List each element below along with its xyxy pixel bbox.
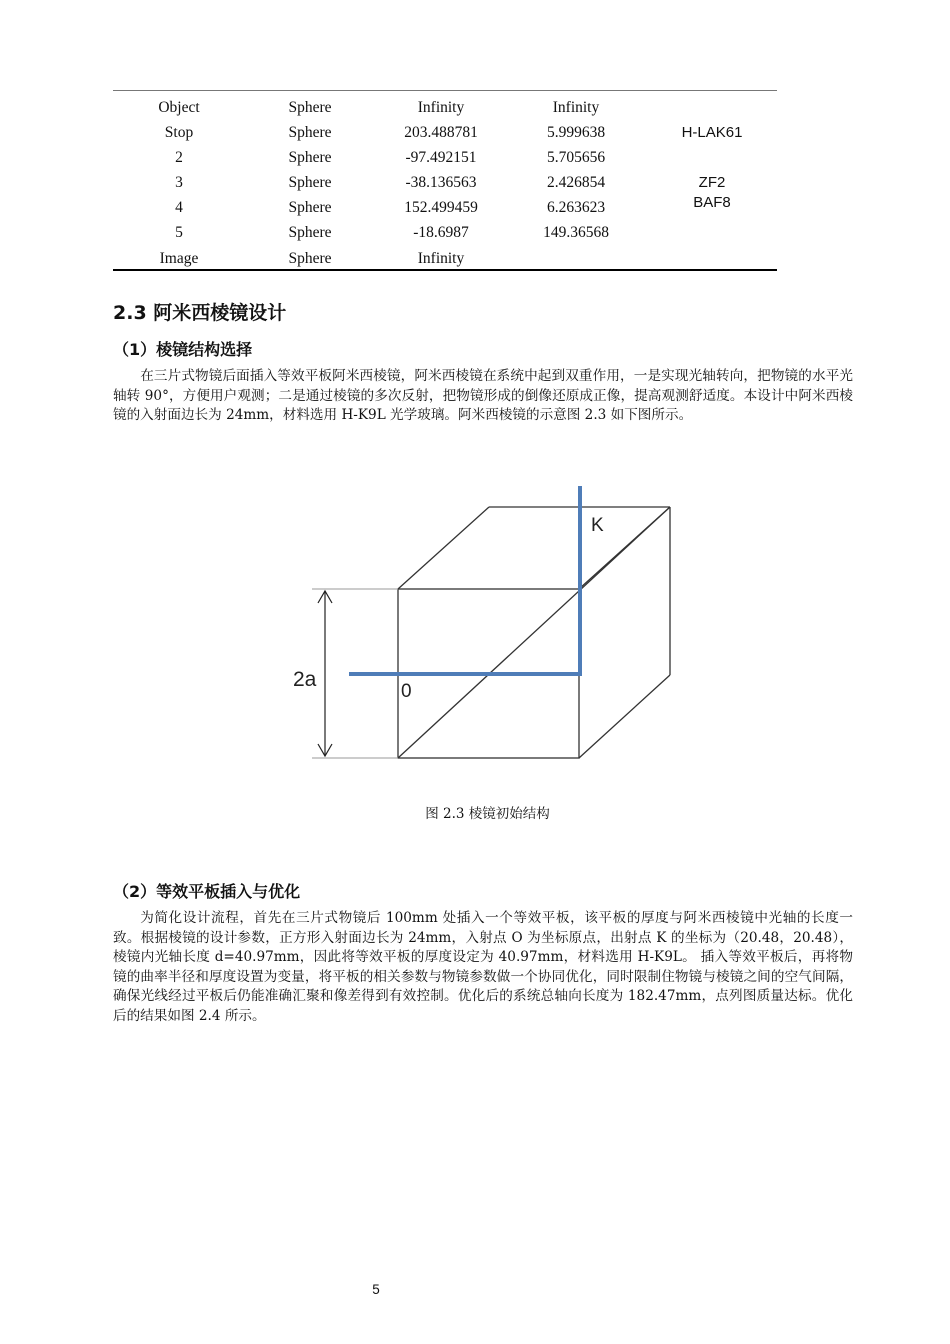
table-cell-glass: H-LAK61 — [681, 124, 743, 141]
table-cell: 5.999638 — [546, 124, 606, 141]
table-cell: 3 — [175, 174, 183, 191]
table-cell: -97.492151 — [405, 149, 477, 166]
table-cell: Sphere — [288, 174, 332, 191]
table-cell-glass: ZF2 — [698, 174, 726, 191]
table-cell: 2 — [175, 149, 183, 166]
table-cell: 2.426854 — [546, 174, 606, 191]
figure-caption: 图 2.3 棱镜初始结构 — [425, 806, 550, 822]
body-paragraph: 为简化设计流程，首先在三片式物镜后 100mm 处插入一个等效平板，该平板的厚度与阿米西棱镜中光轴的长度一致。根据棱镜的设计参数，正方形入射面边长为 24mm，入射点 O 为坐标原点，出射点 K 的坐标为（20.48，20.48），棱镜内光轴长度 d=40.97mm，因此将等效平板的厚度设定为 40.97mm，材料选用 H-K9L。 插入等效平板后，再将物镜的曲率半径和厚度设置为变量，将平板的相关参数与物镜参数做一个协同优化，同时限制住物镜与棱镜之间的空气间隔，确保光线经过平板后仍能准确汇聚和像差得到有效控制。优化后的系统总轴向长度为 182.47mm，点列图质量达标。优化后的结果如图 2.4 所示。 — [113, 910, 853, 1024]
prism-edge — [579, 675, 670, 758]
body-paragraph: 在三片式物镜后面插入等效平板阿米西棱镜，阿米西棱镜在系统中起到双重作用，一是实现光轴转向，把物镜的水平光轴转 90°，方便用户观测；二是通过棱镜的多次反射，把物镜形成的倒像还原成正像，提高观测舒适度。本设计中阿米西棱镜的入射面边长为 24mm，材料选用 H-K9L 光学玻璃。阿米西棱镜的示意图 2.3 如下图所示。 — [113, 368, 853, 423]
table-cell: 4 — [175, 199, 183, 216]
table-cell: -18.6987 — [413, 224, 469, 241]
subsection-heading: （2）等效平板插入与优化 — [113, 882, 301, 901]
table-cell: Stop — [164, 124, 194, 141]
table-cell: Sphere — [288, 224, 332, 241]
table-cell: Sphere — [288, 99, 332, 116]
table-cell: -38.136563 — [405, 174, 477, 191]
label-o: 0 — [401, 681, 412, 702]
table-cell: Infinity — [417, 250, 465, 267]
section-title: 2.3 阿米西棱镜设计 — [113, 302, 287, 324]
table-cell: Sphere — [288, 124, 332, 141]
label-k: K — [591, 515, 604, 536]
table-cell: 5.705656 — [546, 149, 606, 166]
table-cell: 152.499459 — [404, 199, 478, 216]
prism-outline — [398, 507, 670, 758]
table-cell: Infinity — [552, 99, 600, 116]
table-cell: Image — [159, 250, 199, 267]
dimension-arrow — [318, 591, 332, 756]
prism-edge — [398, 507, 489, 589]
table-cell-glass: BAF8 — [693, 194, 731, 211]
table-cell: Sphere — [288, 149, 332, 166]
table-cell: Object — [158, 99, 200, 116]
table-cell: Sphere — [288, 250, 332, 267]
optical-axis — [349, 486, 582, 676]
table-cell: Infinity — [417, 99, 465, 116]
label-2a: 2a — [293, 668, 317, 691]
table-cell: 6.263623 — [546, 199, 606, 216]
prism-diagonal — [398, 507, 670, 758]
page-number: 5 — [372, 1282, 380, 1297]
table-cell: 5 — [175, 224, 183, 241]
table-cell: 149.36568 — [543, 224, 609, 241]
subsection-heading: （1）棱镜结构选择 — [113, 340, 253, 359]
table-cell: 203.488781 — [404, 124, 478, 141]
table-cell: Sphere — [288, 199, 332, 216]
